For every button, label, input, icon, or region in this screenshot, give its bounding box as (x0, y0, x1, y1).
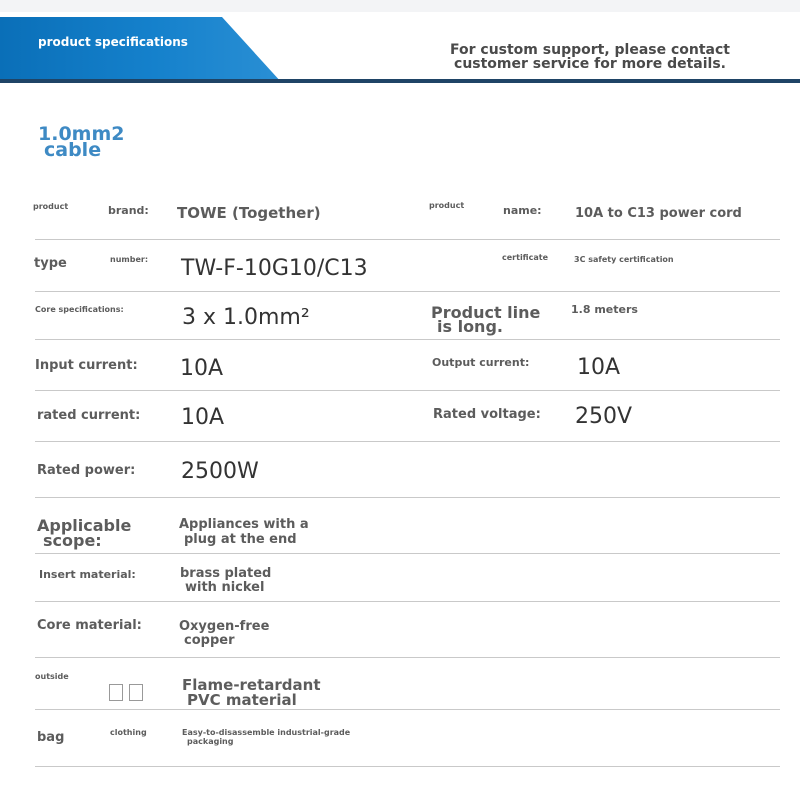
row-divider (35, 601, 780, 602)
insert-value-line1: brass plated (180, 566, 272, 581)
product-line-label (431, 303, 541, 336)
cable-title-line1: 1.0mm2 (38, 123, 125, 145)
cable-title (38, 123, 125, 161)
scope-value-line2: plug at the end (184, 532, 297, 547)
rated-power-value: 2500W (181, 459, 259, 484)
rated-power-label: Rated power: (37, 463, 136, 478)
core-material-value-line1: Oxygen-free (179, 619, 270, 634)
packaging-value (182, 728, 350, 746)
name-value: 10A to C13 power cord (575, 206, 742, 221)
product-line-label-line2: is long. (437, 317, 503, 336)
outside-value (182, 678, 321, 708)
row-divider (35, 441, 780, 442)
outside-label: outside (35, 672, 69, 681)
row-divider (35, 339, 780, 340)
insert-value (180, 567, 271, 595)
cable-title-line2: cable (44, 139, 102, 161)
product-label: product (33, 202, 69, 211)
core-material-label: Core material: (37, 618, 142, 633)
bag-label: bag (37, 730, 65, 745)
scope-value-line1: Appliances with a (179, 517, 309, 532)
core-spec-label: Core specifications: (35, 305, 124, 314)
core-material-value (179, 620, 269, 648)
row-divider (35, 291, 780, 292)
header-tab-label: product specifications (38, 35, 188, 49)
row-divider (35, 766, 780, 767)
core-spec-value: 3 x 1.0mm² (182, 305, 310, 330)
row-divider (35, 709, 780, 710)
insert-label: Insert material: (39, 568, 136, 581)
output-current-label: Output current: (432, 356, 530, 369)
header-bar (0, 17, 800, 83)
scope-label-line1: Applicable (37, 516, 132, 535)
rated-voltage-value: 250V (575, 404, 633, 429)
header-note-line2: customer service for more details. (454, 56, 726, 72)
brand-value: TOWE (Together) (177, 204, 321, 222)
top-strip (0, 0, 800, 12)
placeholder-box (109, 684, 123, 701)
rated-current-value: 10A (181, 405, 225, 430)
input-current-value: 10A (180, 356, 224, 381)
header-baseline (0, 79, 800, 83)
type-label: type (34, 256, 67, 271)
row-divider (35, 553, 780, 554)
scope-label-line2: scope: (43, 531, 102, 550)
product-line-value: 1.8 meters (571, 303, 638, 316)
row-divider (35, 239, 780, 240)
number-label: number: (110, 255, 149, 264)
product-line-label-line1: Product line (431, 303, 541, 322)
outside-value-line2: PVC material (187, 691, 297, 709)
outside-value-line1: Flame-retardant (182, 676, 321, 694)
packaging-value-line1: Easy-to-disassemble industrial-grade (182, 728, 351, 737)
product-label-2: product (429, 201, 465, 210)
certificate-value: 3C safety certification (574, 255, 674, 264)
clothing-label: clothing (110, 728, 147, 737)
header-note-line1: For custom support, please contact (450, 42, 730, 58)
insert-value-line2: with nickel (185, 580, 265, 595)
core-material-value-line2: copper (184, 633, 235, 648)
row-divider (35, 657, 780, 658)
header-tab (0, 17, 282, 83)
output-current-value: 10A (577, 355, 621, 380)
rated-voltage-label: Rated voltage: (433, 407, 541, 422)
header-note (430, 43, 750, 71)
scope-value (179, 517, 309, 547)
scope-label (37, 518, 131, 548)
row-divider (35, 390, 780, 391)
placeholder-box (129, 684, 143, 701)
row-divider (35, 497, 780, 498)
name-label: name: (503, 204, 542, 217)
number-value: TW-F-10G10/C13 (181, 256, 368, 281)
input-current-label: Input current: (35, 358, 138, 373)
brand-label: brand: (108, 204, 149, 217)
certificate-label: certificate (502, 253, 548, 262)
packaging-value-line2: packaging (187, 737, 234, 746)
rated-current-label: rated current: (37, 408, 141, 423)
